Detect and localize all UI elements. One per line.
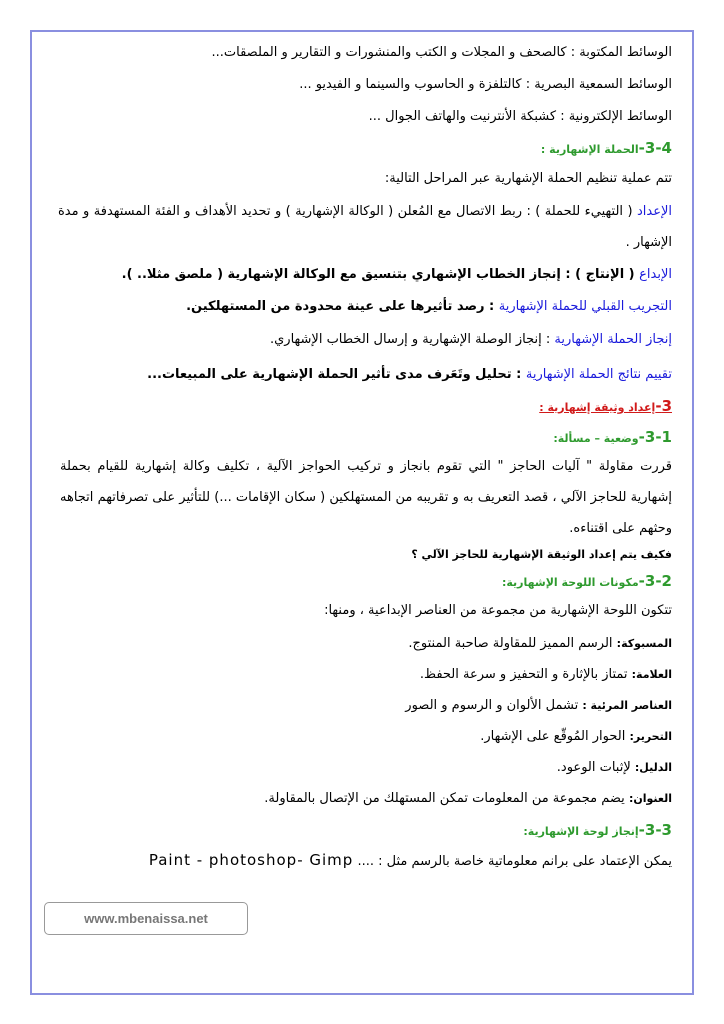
campaign-item <box>58 196 672 258</box>
section-title: إعداد وثيقة إشهارية : <box>539 401 656 414</box>
section-title: وضعية – مسألة: <box>553 432 639 445</box>
campaign-item <box>270 331 672 349</box>
campaign-item-label: التجريب القبلي للحملة الإشهارية <box>498 299 672 314</box>
section-number: 3-2- <box>638 572 672 590</box>
component-item <box>557 759 672 777</box>
component-label: العلامة: <box>631 668 672 681</box>
component-item <box>480 728 672 746</box>
campaign-item-text: : رصد تأثيرها على عينة محدودة من المستهلكين. <box>186 299 499 314</box>
section-heading-3-4 <box>541 139 672 159</box>
website-url[interactable]: www.mbenaissa.net <box>84 911 208 926</box>
section-intro: تتم عملية تنظيم الحملة الإشهارية عبر المراحل التالية: <box>384 171 672 186</box>
campaign-item-text: : إنجاز الوصلة الإشهارية و إرسال الخطاب الإشهاري. <box>269 332 555 347</box>
media-audiovisual: الوسائط السمعية البصرية : كالتلفزة و الحاسوب والسينما و الفيديو ... <box>299 77 672 92</box>
campaign-item-label: تقييم نتائج الحملة الإشهارية <box>525 367 672 382</box>
component-text: تشمل الألوان و الرسوم و الصور <box>405 698 583 713</box>
campaign-item-label: إنجاز الحملة الإشهارية <box>554 332 672 347</box>
situation-paragraph: قررت مقاولة " آليات الحاجز " التي تقوم بانجاز و تركيب الحواجز الآلية ، تكليف وكالة إشهارية للقيام بحملة إشهارية للحاجز الآلي ، قصد التعريف به و تقريبه من المستهلكين ( سكان الإقامات ...) للتأثير على تصرفاتهم اتجاهه وحثهم على اقتناءه. <box>60 459 672 536</box>
campaign-item <box>147 366 672 384</box>
campaign-item <box>122 266 672 284</box>
campaign-item-text: ( الإنتاج ) : إنجاز الخطاب الإشهاري بتنسيق مع الوكالة الإشهارية ( ملصق مثلا.. ). <box>121 267 640 282</box>
component-label: العناصر المرئية : <box>582 699 672 712</box>
component-text: لإثبات الوعود. <box>556 760 635 775</box>
component-item <box>264 790 672 808</box>
component-item <box>420 666 672 684</box>
campaign-item-text: : تحليل وتَعَرف مدى تأثير الحملة الإشهارية على المبيعات... <box>147 367 526 382</box>
software-list: Paint - photoshop- Gimp <box>148 851 354 869</box>
media-written: الوسائط المكتوبة : كالصحف و المجلات و الكتب والمنشورات و التقارير و الملصقات... <box>211 45 672 60</box>
component-text: الحوار المُوقّع على الإشهار. <box>480 729 630 744</box>
situation-question: فكيف يتم إعداد الوثيقة الإشهارية للحاجز الآلي ؟ <box>411 548 672 561</box>
section-heading-3-3 <box>523 821 672 841</box>
website-url-box[interactable] <box>44 902 248 935</box>
section-number: 3-4- <box>638 139 672 157</box>
component-item <box>405 697 672 715</box>
component-item <box>408 635 672 653</box>
section-title: الحملة الإشهارية : <box>540 143 639 156</box>
campaign-item-label: الإعداد <box>636 204 672 219</box>
campaign-item-text: ( التهييء للحملة ) : ربط الاتصال مع المُعلن ( الوكالة الإشهارية ) و تحديد الأهداف و الفئة المستهدفة و مدة الإشهار . <box>58 204 672 250</box>
component-text: الرسم المميز للمقاولة صاحبة المنتوج. <box>408 636 617 651</box>
section-heading-3-1 <box>553 428 672 448</box>
component-label: التحرير: <box>629 730 672 743</box>
component-label: الدليل: <box>634 761 672 774</box>
component-label: العنوان: <box>628 792 672 805</box>
component-text: يضم مجموعة من المعلومات تمكن المستهلك من الإتصال بالمقاولة. <box>264 791 629 806</box>
section-number: 3-3- <box>638 821 672 839</box>
media-electronic: الوسائط الإلكترونية : كشبكة الأنترنيت والهاتف الجوال ... <box>368 109 672 124</box>
section-title: إنجاز لوحة الإشهارية: <box>523 825 639 838</box>
section-title: مكونات اللوحة الإشهارية: <box>501 576 639 589</box>
software-line <box>149 851 672 871</box>
section-number: 3- <box>655 397 672 415</box>
component-text: تمتاز بالإثارة و التحفيز و سرعة الحفظ. <box>419 667 632 682</box>
section-number: 3-1- <box>638 428 672 446</box>
component-label: المسبوكة: <box>616 637 672 650</box>
campaign-item-label: الإبداع <box>639 267 672 282</box>
section-intro: تتكون اللوحة الإشهارية من مجموعة من العناصر الإبداعية ، ومنها: <box>324 603 672 618</box>
section-heading-3 <box>539 397 672 417</box>
campaign-item <box>186 298 672 316</box>
section-heading-3-2 <box>502 572 672 592</box>
software-text: يمكن الإعتماد على برانم معلوماتية خاصة بالرسم مثل : .... <box>357 854 672 869</box>
